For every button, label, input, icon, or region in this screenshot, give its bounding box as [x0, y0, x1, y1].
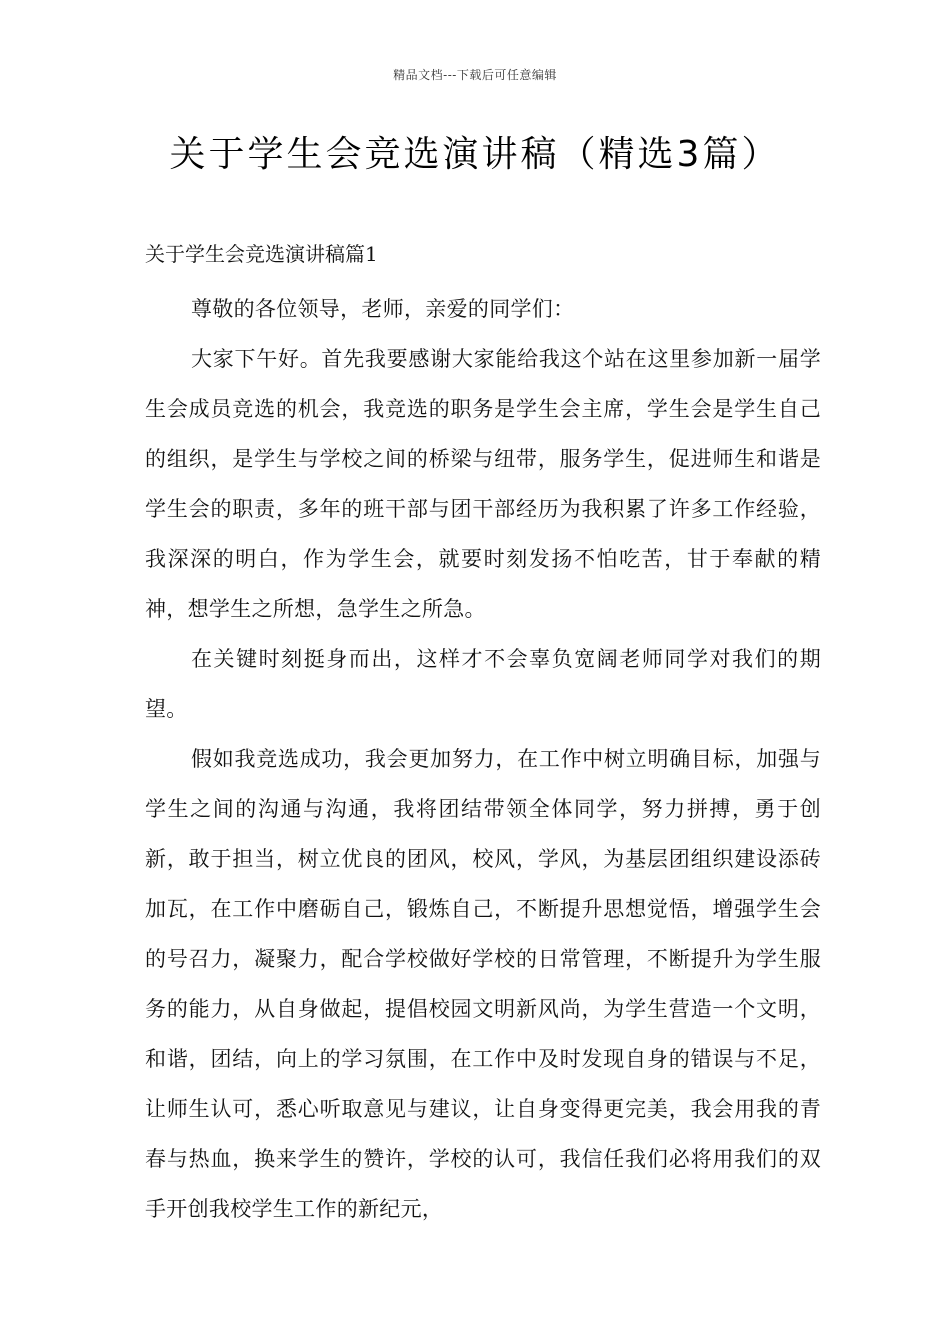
paragraph: 在关键时刻挺身而出，这样才不会辜负宽阔老师同学对我们的期望。 [145, 647, 821, 721]
header-note: 精品文档---下载后可任意编辑 [393, 68, 557, 82]
document-title: 关于学生会竞选演讲稿（精选3篇） [169, 134, 781, 175]
paragraph: 大家下午好。首先我要感谢大家能给我这个站在这里参加新一届学生会成员竞选的机会，我竞选的职务是学生会主席，学生会是学生自己的组织，是学生与学校之间的桥梁与纽带，服务学生，促进师生和谐是学生会的职责，多年的班干部与团干部经历为我积累了许多工作经验，我深深的明白，作为学生会，就要时刻发扬不怕吃苦，甘于奉献的精神，想学生之所想，急学生之所急。 [145, 347, 821, 621]
section-heading: 关于学生会竞选演讲稿篇1 [145, 242, 378, 266]
paragraph: 假如我竞选成功，我会更加努力，在工作中树立明确目标，加强与学生之间的沟通与沟通，我将团结带领全体同学，努力拼搏，勇于创新，敢于担当，树立优良的团风，校风，学风，为基层团组织建设添砖加瓦，在工作中磨砺自己，锻炼自己，不断提升思想觉悟，增强学生会的号召力，凝聚力，配合学校做好学校的日常管理，不断提升为学生服务的能力，从自身做起，提倡校园文明新风尚，为学生营造一个文明，和谐，团结，向上的学习氛围，在工作中及时发现自身的错误与不足，让师生认可，悉心听取意见与建议，让自身变得更完美，我会用我的青春与热血，换来学生的赞许，学校的认可，我信任我们必将用我们的双手开创我校学生工作的新纪元， [145, 747, 821, 1221]
document-body [145, 284, 821, 1234]
paragraph-salutation: 尊敬的各位领导，老师，亲爱的同学们： [191, 297, 575, 321]
